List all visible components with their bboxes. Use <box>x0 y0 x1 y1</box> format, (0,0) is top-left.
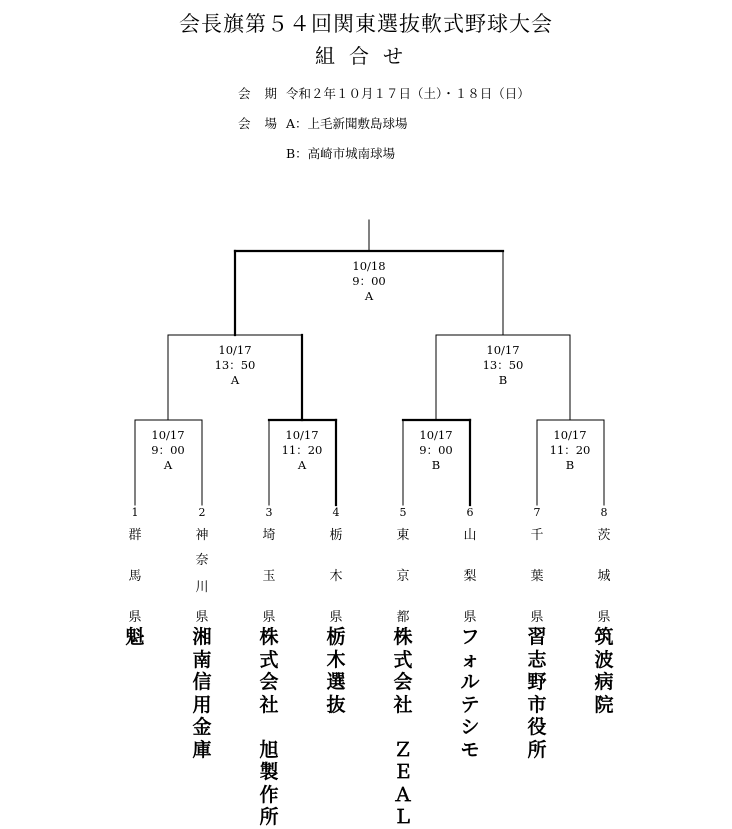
team-char: フ <box>460 626 480 648</box>
team-char: 用 <box>192 693 212 716</box>
entry-1-pref-char: 県 <box>128 610 142 625</box>
team-char: 作 <box>259 783 279 806</box>
team-char: 製 <box>259 761 279 783</box>
period-label: 会期 <box>238 86 292 101</box>
entry-7-pref-char: 千 <box>530 528 544 543</box>
entry-5-pref-char: 東 <box>396 528 410 543</box>
match-semi-left: 10/17 13：50 A <box>214 343 256 387</box>
team-char: 栃 <box>326 626 346 648</box>
entry-seed-8: 8 <box>600 506 608 519</box>
match-r1-3: 10/17 9：00 B <box>419 428 453 472</box>
team-char: 市 <box>527 693 547 716</box>
team-char: 筑 <box>594 626 614 648</box>
entry-seed-1: 1 <box>131 506 139 519</box>
team-char: Ｅ <box>393 761 413 783</box>
entry-seed-6: 6 <box>466 506 474 519</box>
team-char: 波 <box>594 648 614 671</box>
team-char: ル <box>460 671 480 693</box>
entry-3-pref-char: 玉 <box>262 569 276 584</box>
entry-7-pref-char: 県 <box>530 610 544 625</box>
team-char: 社 <box>259 693 279 716</box>
entry-8-team-name <box>589 626 619 716</box>
team-char: 魁 <box>125 626 145 648</box>
team-char: 習 <box>527 626 547 648</box>
venue-b: B：高崎市城南球場 <box>286 146 396 161</box>
entry-6-pref-char: 山 <box>463 528 477 543</box>
team-char: Ｌ <box>393 806 413 828</box>
entry-8-pref-char: 城 <box>597 569 611 584</box>
match-semi-right: 10/17 13：50 B <box>482 343 524 387</box>
entry-3-team-name <box>254 626 284 829</box>
team-char <box>388 716 418 739</box>
entry-8-pref-char: 茨 <box>597 528 611 543</box>
entry-4-team-name <box>321 626 351 716</box>
team-char: モ <box>460 738 480 761</box>
team-char: 役 <box>527 716 547 738</box>
entry-5-team-name <box>388 626 418 829</box>
team-char: 庫 <box>192 738 212 761</box>
match-final: 10/18 9：00 A <box>352 259 386 303</box>
entry-3-pref-char: 埼 <box>262 528 276 543</box>
entry-7-team-name <box>522 626 552 761</box>
team-char: 南 <box>192 648 212 671</box>
entry-2-pref-char: 川 <box>195 580 209 595</box>
team-char: 式 <box>393 648 413 671</box>
entry-1-team-name <box>120 626 150 649</box>
page-subtitle: 組合せ <box>315 44 417 68</box>
team-char <box>254 716 284 739</box>
page-title: 会長旗第５４回関東選抜軟式野球大会 <box>179 12 553 36</box>
period-value: 令和２年１０月１７日（土）・１８日（日） <box>286 86 530 101</box>
entry-seed-7: 7 <box>533 506 541 519</box>
team-char: Ｚ <box>393 738 413 761</box>
team-char: 会 <box>259 671 279 693</box>
entry-1-pref-char: 群 <box>128 528 142 543</box>
team-char: 志 <box>527 648 547 671</box>
team-char: ォ <box>460 648 480 671</box>
team-char: 湘 <box>192 626 212 648</box>
team-char: 会 <box>393 671 413 693</box>
team-char: 野 <box>527 671 547 693</box>
match-r1-4: 10/17 11：20 B <box>549 428 591 472</box>
team-char: 信 <box>192 671 212 693</box>
entry-6-team-name <box>455 626 485 761</box>
entry-4-pref-char: 県 <box>329 610 343 625</box>
team-char: 抜 <box>326 693 346 716</box>
team-char: 株 <box>259 626 279 648</box>
entry-2-pref-char: 神 <box>195 528 209 543</box>
entry-4-pref-char: 栃 <box>329 528 343 543</box>
entry-1-pref-char: 馬 <box>128 569 142 584</box>
entry-5-pref-char: 京 <box>396 569 410 584</box>
entry-7-pref-char: 葉 <box>530 569 544 584</box>
entry-6-pref-char: 県 <box>463 610 477 625</box>
entry-5-pref-char: 都 <box>396 610 410 625</box>
team-char: 選 <box>326 671 346 693</box>
entry-6-pref-char: 梨 <box>463 569 477 584</box>
team-char: 所 <box>259 806 279 828</box>
team-char: 所 <box>527 738 547 761</box>
entry-seed-3: 3 <box>265 506 273 519</box>
venue-a: A：上毛新聞敷島球場 <box>286 116 408 131</box>
entry-3-pref-char: 県 <box>262 610 276 625</box>
team-char: シ <box>460 716 480 738</box>
entry-2-pref-char: 奈 <box>195 553 209 568</box>
venue-label: 会場 <box>238 116 292 131</box>
match-r1-1: 10/17 9：00 A <box>151 428 185 472</box>
entry-seed-5: 5 <box>399 506 407 519</box>
team-char: 木 <box>326 648 346 671</box>
team-char: 院 <box>594 693 614 716</box>
entry-seed-2: 2 <box>198 506 206 519</box>
team-char: 病 <box>594 671 614 693</box>
team-char: Ａ <box>393 783 413 806</box>
entry-4-pref-char: 木 <box>329 569 343 584</box>
team-char: 式 <box>259 648 279 671</box>
entry-seed-4: 4 <box>332 506 340 519</box>
team-char: 金 <box>192 716 212 738</box>
team-char: テ <box>460 693 480 716</box>
team-char: 株 <box>393 626 413 648</box>
entry-8-pref-char: 県 <box>597 610 611 625</box>
team-char: 社 <box>393 693 413 716</box>
entry-2-pref-char: 県 <box>195 610 209 625</box>
team-char: 旭 <box>259 738 279 761</box>
match-r1-2: 10/17 11：20 A <box>281 428 323 472</box>
entry-2-team-name <box>187 626 217 761</box>
